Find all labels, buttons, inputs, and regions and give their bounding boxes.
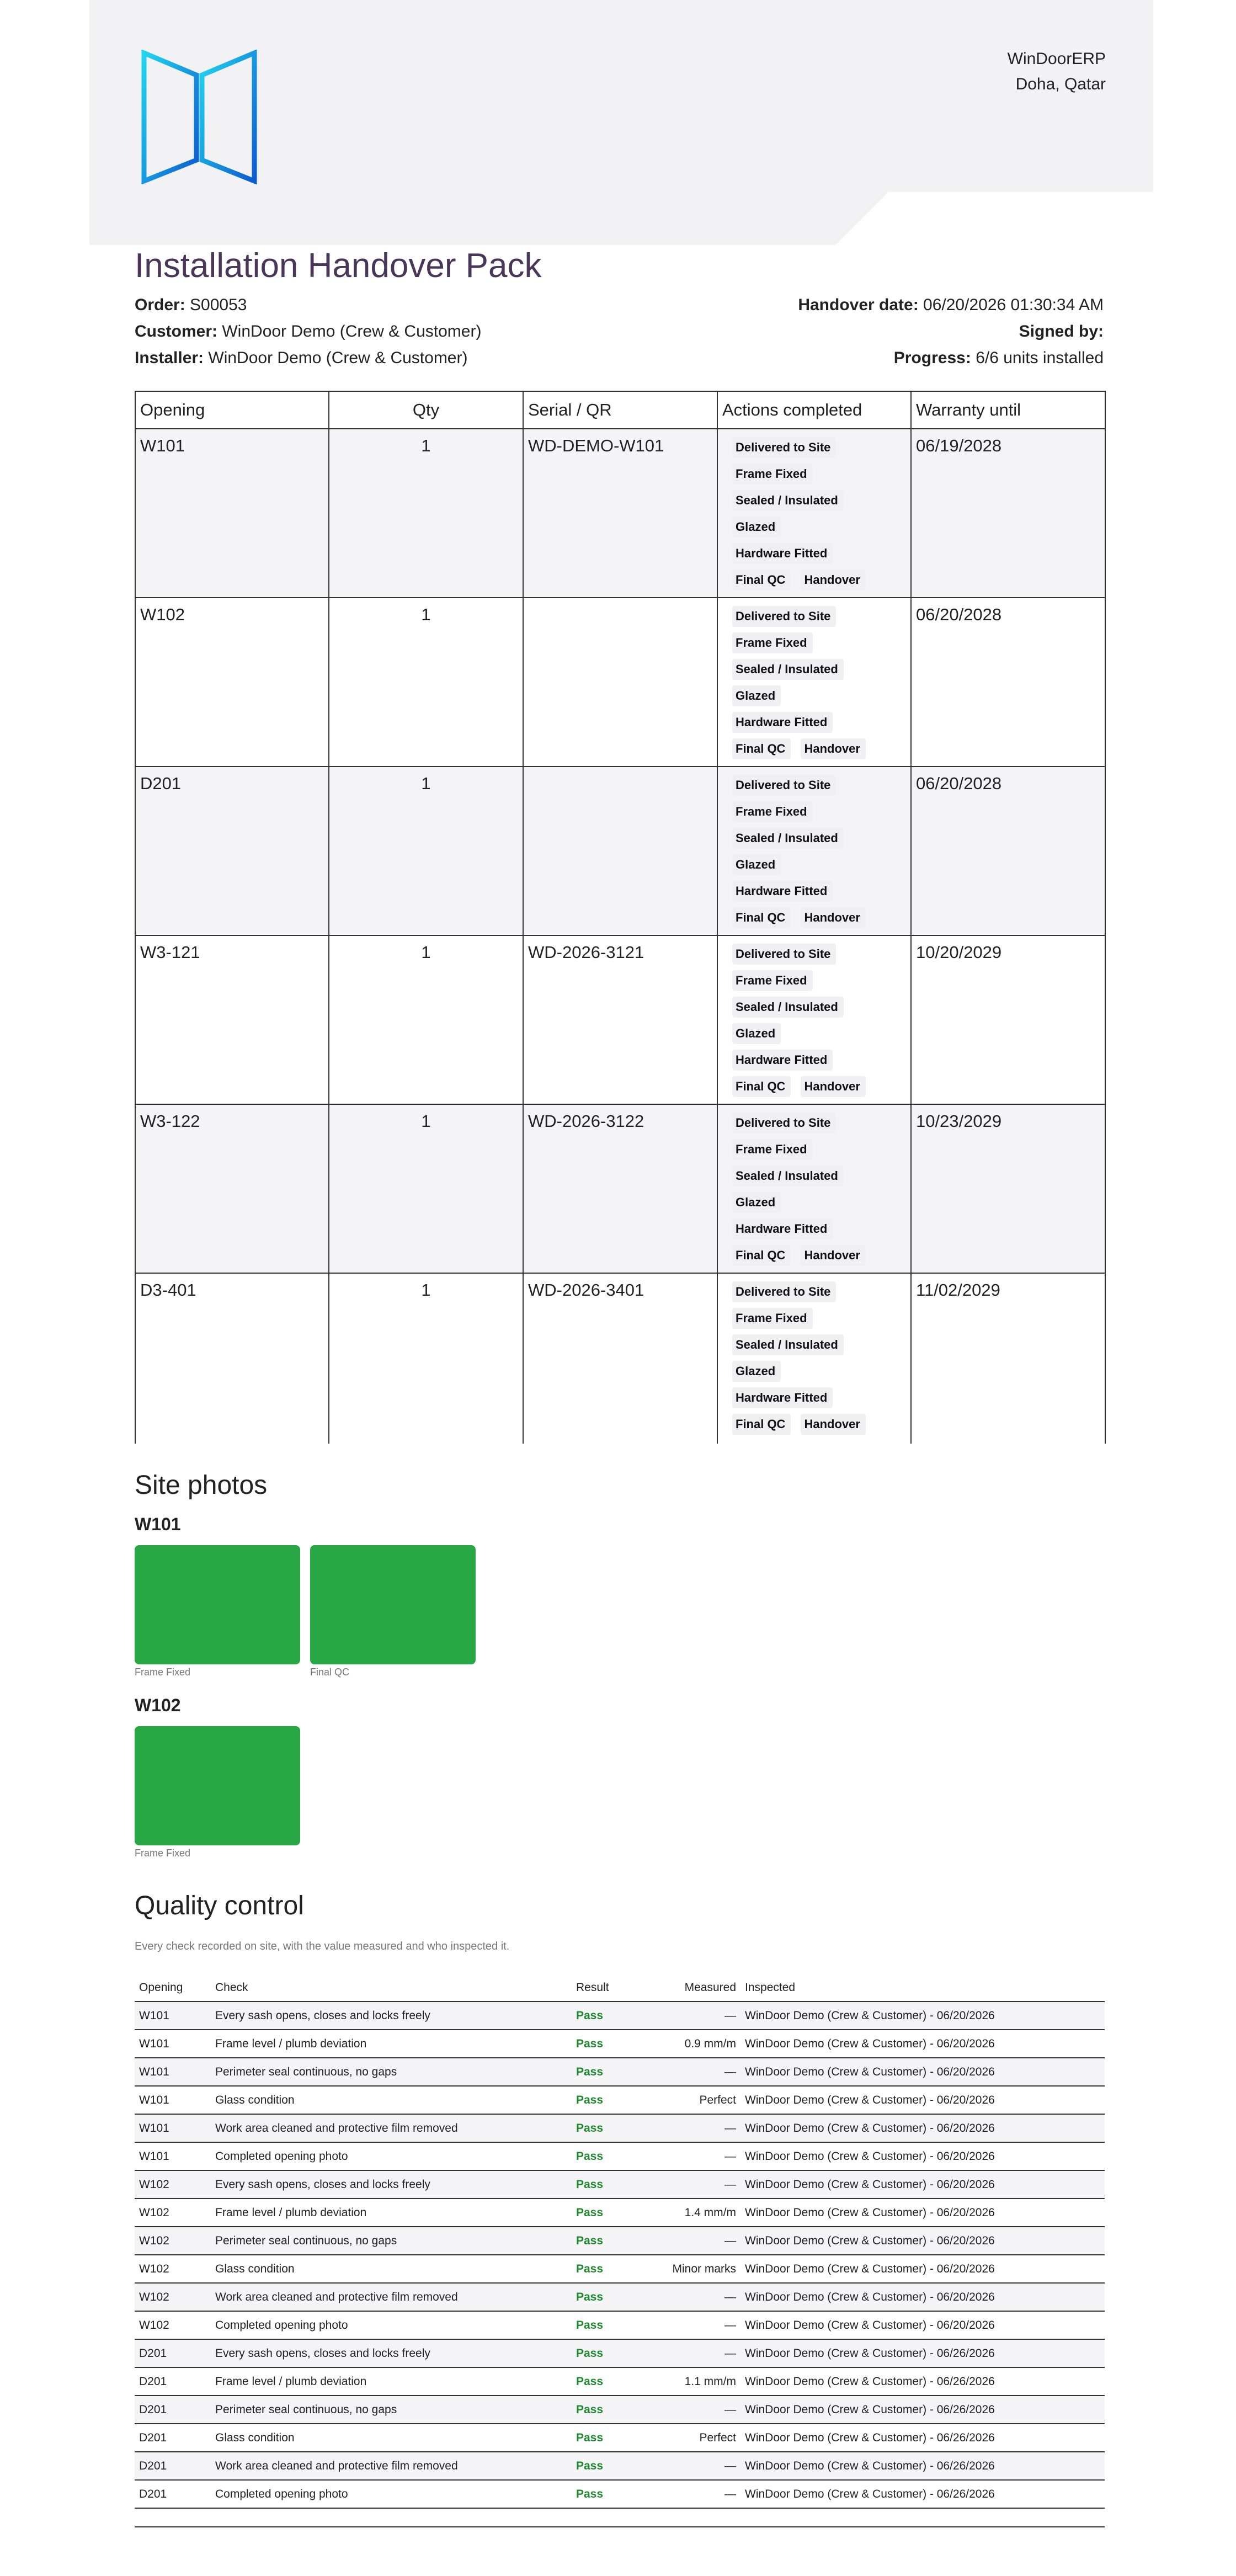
action-badge: Sealed / Insulated: [732, 1165, 844, 1186]
action-badge: Final QC: [732, 1245, 791, 1266]
opening-cell: D3-401: [135, 1273, 329, 1444]
qc-measured-cell: Perfect: [660, 2086, 740, 2114]
qc-result-cell: Pass: [572, 2058, 660, 2086]
action-badge: Sealed / Insulated: [732, 490, 844, 511]
action-badge: Sealed / Insulated: [732, 1334, 844, 1355]
action-badge: Handover: [801, 1076, 865, 1097]
qc-check-cell: Completed opening photo: [211, 2311, 572, 2339]
qc-header-opening: Opening: [135, 1974, 211, 2002]
qc-opening-cell: W102: [135, 2255, 211, 2283]
action-badge: Final QC: [732, 1076, 791, 1097]
action-badge: Sealed / Insulated: [732, 828, 844, 849]
qc-result-cell: Pass: [572, 2452, 660, 2480]
qc-measured-cell: —: [660, 2002, 740, 2030]
action-badge: Glazed: [732, 685, 781, 706]
action-badge: Frame Fixed: [732, 801, 813, 822]
action-badge: Hardware Fitted: [732, 543, 833, 564]
action-badge: Frame Fixed: [732, 464, 813, 485]
handover-date-label: Handover date:: [798, 296, 919, 314]
qc-measured-cell: 1.4 mm/m: [660, 2199, 740, 2227]
qc-check-cell: Perimeter seal continuous, no gaps: [211, 2058, 572, 2086]
qc-inspected-cell: WinDoor Demo (Crew & Customer) - 06/26/2026: [740, 2480, 1105, 2508]
qc-check-cell: Every sash opens, closes and locks freely: [211, 2339, 572, 2367]
actions-cell: [717, 598, 911, 767]
qc-check-cell: Completed opening photo: [211, 2142, 572, 2170]
table-row: [135, 429, 1105, 598]
column-header-serial: Serial / QR: [523, 391, 717, 429]
qc-result-cell: Pass: [572, 2002, 660, 2030]
qc-measured-cell: —: [660, 2142, 740, 2170]
qc-inspected-cell: WinDoor Demo (Crew & Customer) - 06/26/2026: [740, 2452, 1105, 2480]
qc-inspected-cell: WinDoor Demo (Crew & Customer) - 06/20/2026: [740, 2030, 1105, 2058]
qc-check-cell: Every sash opens, closes and locks freely: [211, 2170, 572, 2199]
qc-opening-cell: D201: [135, 2452, 211, 2480]
action-badge: Handover: [801, 1245, 865, 1266]
qc-check-cell: Glass condition: [211, 2424, 572, 2452]
warranty-cell: 06/20/2028: [911, 767, 1105, 935]
action-badge: Handover: [801, 1414, 865, 1435]
table-row: [135, 2227, 1105, 2255]
serial-cell: [523, 598, 717, 767]
qc-measured-cell: —: [660, 2114, 740, 2142]
table-row: [135, 2114, 1105, 2142]
table-row: [135, 2452, 1105, 2480]
company-location: Doha, Qatar: [1015, 75, 1106, 93]
qc-check-cell: Completed opening photo: [211, 2480, 572, 2508]
qc-opening-cell: W102: [135, 2283, 211, 2311]
table-row: [135, 2199, 1105, 2227]
qc-measured-cell: —: [660, 2227, 740, 2255]
page-title: Installation Handover Pack: [135, 247, 542, 285]
quality-control-title: Quality control: [135, 1891, 304, 1920]
action-badge: Final QC: [732, 1414, 791, 1435]
company-info: [1008, 46, 1106, 97]
column-header-warranty: Warranty until: [911, 391, 1105, 429]
customer-label: Customer:: [135, 322, 218, 340]
action-badge: Delivered to Site: [732, 1113, 836, 1133]
qc-result-cell: Pass: [572, 2227, 660, 2255]
qc-inspected-cell: WinDoor Demo (Crew & Customer) - 06/20/2026: [740, 2199, 1105, 2227]
actions-cell: [717, 935, 911, 1104]
action-badge: Glazed: [732, 854, 781, 875]
qc-check-cell: Every sash opens, closes and locks freely: [211, 2002, 572, 2030]
action-badge: Delivered to Site: [732, 775, 836, 796]
qty-cell: 1: [329, 598, 523, 767]
site-photo[interactable]: [135, 1545, 300, 1664]
qc-inspected-cell: WinDoor Demo (Crew & Customer) - 06/20/2026: [740, 2255, 1105, 2283]
action-badge: Frame Fixed: [732, 1139, 813, 1160]
qc-check-cell: Glass condition: [211, 2086, 572, 2114]
site-photo[interactable]: [310, 1545, 476, 1664]
qc-check-cell: Work area cleaned and protective film removed: [211, 2452, 572, 2480]
window-door-logo-icon: [141, 50, 257, 184]
qc-inspected-cell: WinDoor Demo (Crew & Customer) - 06/20/2026: [740, 2002, 1105, 2030]
action-badges: [722, 1111, 898, 1271]
opening-cell: W3-122: [135, 1104, 329, 1273]
action-badges: [722, 943, 898, 1103]
qc-check-cell: Perimeter seal continuous, no gaps: [211, 2396, 572, 2424]
qc-result-cell: Pass: [572, 2142, 660, 2170]
action-badge: Frame Fixed: [732, 1308, 813, 1329]
action-badge: Hardware Fitted: [732, 712, 833, 733]
action-badge: Sealed / Insulated: [732, 659, 844, 680]
column-header-qty: Qty: [329, 391, 523, 429]
order-line: [135, 296, 247, 315]
photo-group-title: W101: [135, 1514, 181, 1534]
table-row: [135, 2367, 1105, 2396]
actions-cell: [717, 1273, 911, 1444]
qc-opening-cell: W101: [135, 2142, 211, 2170]
qc-measured-cell: —: [660, 2396, 740, 2424]
order-value: S00053: [190, 296, 247, 314]
serial-cell: WD-2026-3401: [523, 1273, 717, 1444]
table-row: [135, 2030, 1105, 2058]
qc-measured-cell: Perfect: [660, 2424, 740, 2452]
serial-cell: WD-2026-3121: [523, 935, 717, 1104]
action-badge: Glazed: [732, 1023, 781, 1044]
qc-inspected-cell: WinDoor Demo (Crew & Customer) - 06/26/2026: [740, 2339, 1105, 2367]
action-badge: Glazed: [732, 1361, 781, 1382]
progress-line: [894, 349, 1104, 368]
qc-result-cell: Pass: [572, 2396, 660, 2424]
qc-check-cell: Perimeter seal continuous, no gaps: [211, 2227, 572, 2255]
action-badges: [722, 436, 898, 596]
table-row: [135, 2480, 1105, 2508]
qty-cell: 1: [329, 1273, 523, 1444]
qc-result-cell: Pass: [572, 2255, 660, 2283]
actions-cell: [717, 1104, 911, 1273]
qc-measured-cell: —: [660, 2452, 740, 2480]
quality-control-subtitle: Every check recorded on site, with the value measured and who inspected it.: [135, 1940, 510, 1952]
table-row: [135, 1104, 1105, 1273]
action-badge: Sealed / Insulated: [732, 997, 844, 1018]
table-row: [135, 1273, 1105, 1444]
signed-by-line: [1019, 322, 1104, 341]
qc-opening-cell: D201: [135, 2339, 211, 2367]
qc-header-check: Check: [211, 1974, 572, 2002]
qc-result-cell: Pass: [572, 2283, 660, 2311]
qc-table-header: [135, 1974, 1105, 2002]
action-badge: Delivered to Site: [732, 944, 836, 965]
action-badge: Frame Fixed: [732, 970, 813, 991]
qc-measured-cell: Minor marks: [660, 2255, 740, 2283]
action-badge: Glazed: [732, 517, 781, 537]
actions-cell: [717, 429, 911, 598]
action-badge: Delivered to Site: [732, 606, 836, 627]
qty-cell: 1: [329, 429, 523, 598]
qc-check-cell: Frame level / plumb deviation: [211, 2030, 572, 2058]
qc-inspected-cell: WinDoor Demo (Crew & Customer) - 06/26/2026: [740, 2424, 1105, 2452]
photo-group-title: W102: [135, 1695, 181, 1715]
opening-cell: D201: [135, 767, 329, 935]
photo-caption: Frame Fixed: [135, 1667, 191, 1678]
action-badge: Delivered to Site: [732, 437, 836, 458]
qc-opening-cell: W101: [135, 2030, 211, 2058]
table-row: [135, 2058, 1105, 2086]
installer-line: [135, 349, 467, 368]
action-badge: Hardware Fitted: [732, 1050, 833, 1071]
qc-inspected-cell: WinDoor Demo (Crew & Customer) - 06/26/2026: [740, 2367, 1105, 2396]
qc-opening-cell: D201: [135, 2367, 211, 2396]
installer-label: Installer:: [135, 349, 204, 367]
qc-check-cell: Work area cleaned and protective film removed: [211, 2283, 572, 2311]
action-badge: Handover: [801, 738, 865, 759]
qc-opening-cell: W101: [135, 2086, 211, 2114]
action-badge: Delivered to Site: [732, 1281, 836, 1302]
customer-value: WinDoor Demo (Crew & Customer): [222, 322, 482, 340]
qc-measured-cell: —: [660, 2311, 740, 2339]
serial-cell: WD-2026-3122: [523, 1104, 717, 1273]
qc-result-cell: Pass: [572, 2339, 660, 2367]
qc-result-cell: Pass: [572, 2086, 660, 2114]
action-badge: Final QC: [732, 570, 791, 590]
handover-date-value: 06/20/2026 01:30:34 AM: [923, 296, 1104, 314]
qc-check-cell: Work area cleaned and protective film removed: [211, 2114, 572, 2142]
header-band-cut: [828, 192, 1230, 253]
order-label: Order:: [135, 296, 185, 314]
qty-cell: 1: [329, 767, 523, 935]
qc-opening-cell: W102: [135, 2227, 211, 2255]
table-row: [135, 2002, 1105, 2030]
progress-value: 6/6 units installed: [976, 349, 1104, 367]
action-badge: Frame Fixed: [732, 632, 813, 653]
action-badges: [722, 774, 898, 934]
qc-header-inspected: Inspected: [740, 1974, 1105, 2002]
qc-opening-cell: W102: [135, 2199, 211, 2227]
warranty-cell: 10/23/2029: [911, 1104, 1105, 1273]
qty-cell: 1: [329, 1104, 523, 1273]
qc-result-cell: Pass: [572, 2367, 660, 2396]
qc-header-measured: Measured: [660, 1974, 740, 2002]
qc-opening-cell: W102: [135, 2311, 211, 2339]
table-row: [135, 2311, 1105, 2339]
qc-inspected-cell: WinDoor Demo (Crew & Customer) - 06/20/2026: [740, 2058, 1105, 2086]
qc-measured-cell: —: [660, 2170, 740, 2199]
serial-cell: WD-DEMO-W101: [523, 429, 717, 598]
qc-opening-cell: W101: [135, 2114, 211, 2142]
qc-measured-cell: —: [660, 2058, 740, 2086]
qc-opening-cell: D201: [135, 2424, 211, 2452]
action-badge: Final QC: [732, 738, 791, 759]
photo-caption: Final QC: [310, 1667, 350, 1678]
site-photo[interactable]: [135, 1726, 300, 1845]
qc-result-cell: Pass: [572, 2424, 660, 2452]
installer-value: WinDoor Demo (Crew & Customer): [208, 349, 468, 367]
qc-result-cell: Pass: [572, 2199, 660, 2227]
qc-result-cell: Pass: [572, 2114, 660, 2142]
table-row: [135, 2339, 1105, 2367]
opening-cell: W101: [135, 429, 329, 598]
qc-inspected-cell: WinDoor Demo (Crew & Customer) - 06/20/2026: [740, 2086, 1105, 2114]
action-badge: Handover: [801, 907, 865, 928]
column-header-actions: Actions completed: [717, 391, 911, 429]
qc-check-cell: Frame level / plumb deviation: [211, 2199, 572, 2227]
warranty-cell: 06/20/2028: [911, 598, 1105, 767]
table-row: [135, 2424, 1105, 2452]
serial-cell: [523, 767, 717, 935]
qc-opening-cell: W102: [135, 2170, 211, 2199]
site-photos-title: Site photos: [135, 1471, 268, 1500]
signed-by-label: Signed by:: [1019, 322, 1104, 340]
warranty-cell: 10/20/2029: [911, 935, 1105, 1104]
qc-opening-cell: W101: [135, 2002, 211, 2030]
table-row: [135, 767, 1105, 935]
qc-header-result: Result: [572, 1974, 660, 2002]
customer-line: [135, 322, 481, 341]
qc-inspected-cell: WinDoor Demo (Crew & Customer) - 06/20/2026: [740, 2311, 1105, 2339]
action-badge: Glazed: [732, 1192, 781, 1213]
qc-inspected-cell: WinDoor Demo (Crew & Customer) - 06/20/2026: [740, 2227, 1105, 2255]
handover-date-line: [798, 296, 1104, 315]
action-badges: [722, 1280, 898, 1440]
qc-result-cell: Pass: [572, 2480, 660, 2508]
company-name: WinDoorERP: [1007, 50, 1106, 68]
action-badge: Hardware Fitted: [732, 881, 833, 902]
units-table-header: [135, 391, 1105, 429]
opening-cell: W102: [135, 598, 329, 767]
qty-cell: 1: [329, 935, 523, 1104]
table-row: [135, 598, 1105, 767]
qc-result-cell: Pass: [572, 2030, 660, 2058]
qc-measured-cell: —: [660, 2283, 740, 2311]
qc-inspected-cell: WinDoor Demo (Crew & Customer) - 06/20/2026: [740, 2142, 1105, 2170]
table-row: [135, 2142, 1105, 2170]
table-row: [135, 2396, 1105, 2424]
qc-opening-cell: D201: [135, 2480, 211, 2508]
qc-table: [135, 1974, 1105, 2509]
actions-cell: [717, 767, 911, 935]
qc-inspected-cell: WinDoor Demo (Crew & Customer) - 06/20/2026: [740, 2283, 1105, 2311]
column-header-opening: Opening: [135, 391, 329, 429]
action-badge: Handover: [801, 570, 865, 590]
units-table: [135, 391, 1106, 1444]
qc-opening-cell: W101: [135, 2058, 211, 2086]
qc-measured-cell: 1.1 mm/m: [660, 2367, 740, 2396]
table-row: [135, 2170, 1105, 2199]
qc-result-cell: Pass: [572, 2170, 660, 2199]
table-row: [135, 2086, 1105, 2114]
qc-inspected-cell: WinDoor Demo (Crew & Customer) - 06/26/2026: [740, 2396, 1105, 2424]
action-badge: Hardware Fitted: [732, 1387, 833, 1408]
table-row: [135, 2283, 1105, 2311]
qc-check-cell: Frame level / plumb deviation: [211, 2367, 572, 2396]
warranty-cell: 06/19/2028: [911, 429, 1105, 598]
photo-caption: Frame Fixed: [135, 1848, 191, 1859]
qc-result-cell: Pass: [572, 2311, 660, 2339]
progress-label: Progress:: [893, 349, 971, 367]
footer-divider: [135, 2526, 1105, 2527]
qc-measured-cell: 0.9 mm/m: [660, 2030, 740, 2058]
qc-inspected-cell: WinDoor Demo (Crew & Customer) - 06/20/2026: [740, 2170, 1105, 2199]
action-badges: [722, 605, 898, 765]
qc-check-cell: Glass condition: [211, 2255, 572, 2283]
qc-measured-cell: —: [660, 2480, 740, 2508]
table-row: [135, 935, 1105, 1104]
qc-measured-cell: —: [660, 2339, 740, 2367]
warranty-cell: 11/02/2029: [911, 1273, 1105, 1444]
table-row: [135, 2255, 1105, 2283]
action-badge: Hardware Fitted: [732, 1218, 833, 1239]
opening-cell: W3-121: [135, 935, 329, 1104]
qc-opening-cell: D201: [135, 2396, 211, 2424]
qc-inspected-cell: WinDoor Demo (Crew & Customer) - 06/20/2026: [740, 2114, 1105, 2142]
action-badge: Final QC: [732, 907, 791, 928]
